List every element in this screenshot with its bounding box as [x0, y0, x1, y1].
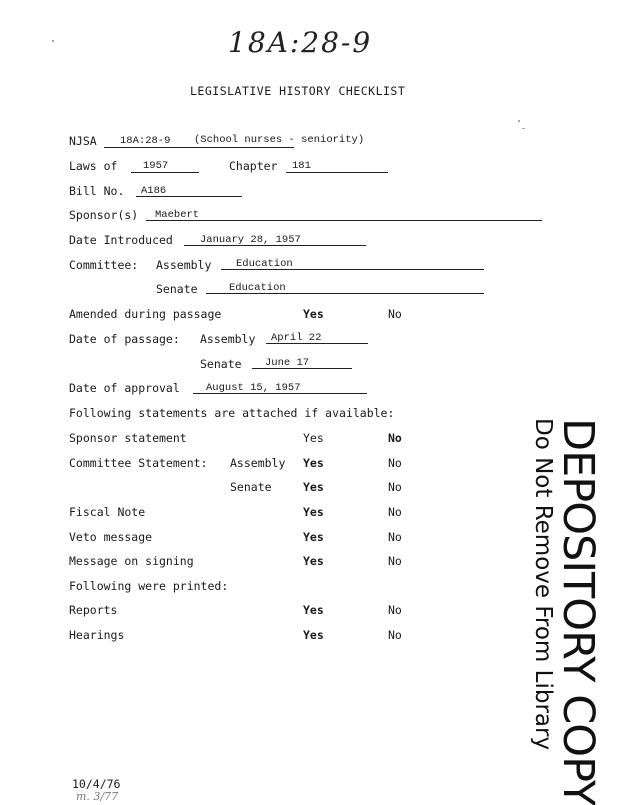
sponsor-statement-no: No [388, 431, 402, 445]
committee-assembly-value: Education [236, 258, 293, 270]
bill-no-underline [136, 196, 242, 197]
sponsor-label: Sponsor(s) [69, 208, 139, 222]
passage-assembly-label: Assembly [200, 332, 256, 346]
hearings-no: No [388, 628, 402, 642]
passage-senate-underline [252, 368, 352, 369]
footer-initials: m. 3/77 [76, 790, 119, 803]
bill-no-value: A186 [141, 185, 167, 197]
njsa-note: (School nurses - seniority) [194, 134, 365, 146]
fiscal-note-no: No [388, 505, 402, 519]
committee-statement-senate-yes: Yes [303, 480, 324, 494]
date-of-approval-underline [193, 393, 367, 394]
date-of-approval-value: August 15, 1957 [206, 382, 301, 394]
sponsor-statement-label: Sponsor statement [69, 431, 187, 445]
laws-of-label: Laws of [69, 159, 118, 173]
committee-senate-underline [206, 293, 484, 294]
laws-of-underline [131, 172, 199, 173]
committee-senate-value: Education [229, 282, 286, 294]
reports-no: No [388, 603, 402, 617]
chapter-label: Chapter [229, 159, 278, 173]
stamp-line-2: Do Not Remove From Library [530, 418, 556, 751]
committee-assembly-underline [221, 269, 484, 270]
veto-message-label: Veto message [69, 530, 153, 544]
committee-statement-assembly-yes: Yes [303, 456, 324, 470]
footer-date: 10/4/76 [72, 777, 121, 791]
stamp-line-1: DEPOSITORY COPY [553, 418, 603, 805]
committee-statement-senate-label: Senate [230, 480, 272, 494]
veto-message-no: No [388, 530, 402, 544]
hearings-label: Hearings [69, 628, 125, 642]
date-of-approval-label: Date of approval [69, 381, 180, 395]
statements-intro: Following statements are attached if available: [69, 406, 395, 420]
njsa-value: 18A:28-9 [120, 135, 171, 147]
committee-statement-assembly-label: Assembly [230, 456, 286, 470]
message-on-signing-yes: Yes [303, 554, 324, 568]
chapter-value: 181 [292, 160, 311, 172]
passage-senate-label: Senate [200, 357, 242, 371]
fiscal-note-yes: Yes [303, 505, 324, 519]
depository-copy-stamp [530, 418, 603, 805]
committee-assembly-label: Assembly [156, 258, 212, 272]
page-title: LEGISLATIVE HISTORY CHECKLIST [190, 84, 406, 98]
printed-intro: Following were printed: [69, 579, 229, 593]
committee-statement-label: Committee Statement: [69, 456, 208, 470]
sponsor-underline [146, 220, 542, 221]
amended-label: Amended during passage [69, 307, 222, 321]
njsa-underline [104, 147, 294, 148]
passage-senate-value: June 17 [265, 357, 310, 369]
hearings-yes: Yes [303, 628, 324, 642]
date-introduced-value: January 28, 1957 [200, 234, 301, 246]
scan-speck [518, 120, 520, 122]
veto-message-yes: Yes [303, 530, 324, 544]
committee-senate-label: Senate [156, 282, 198, 296]
date-introduced-underline [184, 245, 366, 246]
handwritten-statute-number: 18A:28-9 [228, 26, 373, 59]
chapter-underline [286, 172, 388, 173]
amended-no: No [388, 307, 402, 321]
reports-label: Reports [69, 603, 118, 617]
fiscal-note-label: Fiscal Note [69, 505, 146, 519]
reports-yes: Yes [303, 603, 324, 617]
date-of-passage-label: Date of passage: [69, 332, 180, 346]
scan-speck [52, 40, 54, 42]
amended-yes: Yes [303, 307, 324, 321]
message-on-signing-no: No [388, 554, 402, 568]
njsa-label: NJSA [69, 134, 97, 148]
scan-speck [522, 128, 525, 129]
committee-statement-assembly-no: No [388, 456, 402, 470]
passage-assembly-underline [266, 343, 368, 344]
laws-of-value: 1957 [143, 160, 169, 172]
committee-statement-senate-no: No [388, 480, 402, 494]
passage-assembly-value: April 22 [271, 332, 322, 344]
sponsor-statement-yes: Yes [303, 431, 324, 445]
sponsor-value: Maebert [155, 209, 200, 221]
message-on-signing-label: Message on signing [69, 554, 194, 568]
bill-no-label: Bill No. [69, 184, 125, 198]
committee-label: Committee: [69, 258, 139, 272]
date-introduced-label: Date Introduced [69, 233, 173, 247]
